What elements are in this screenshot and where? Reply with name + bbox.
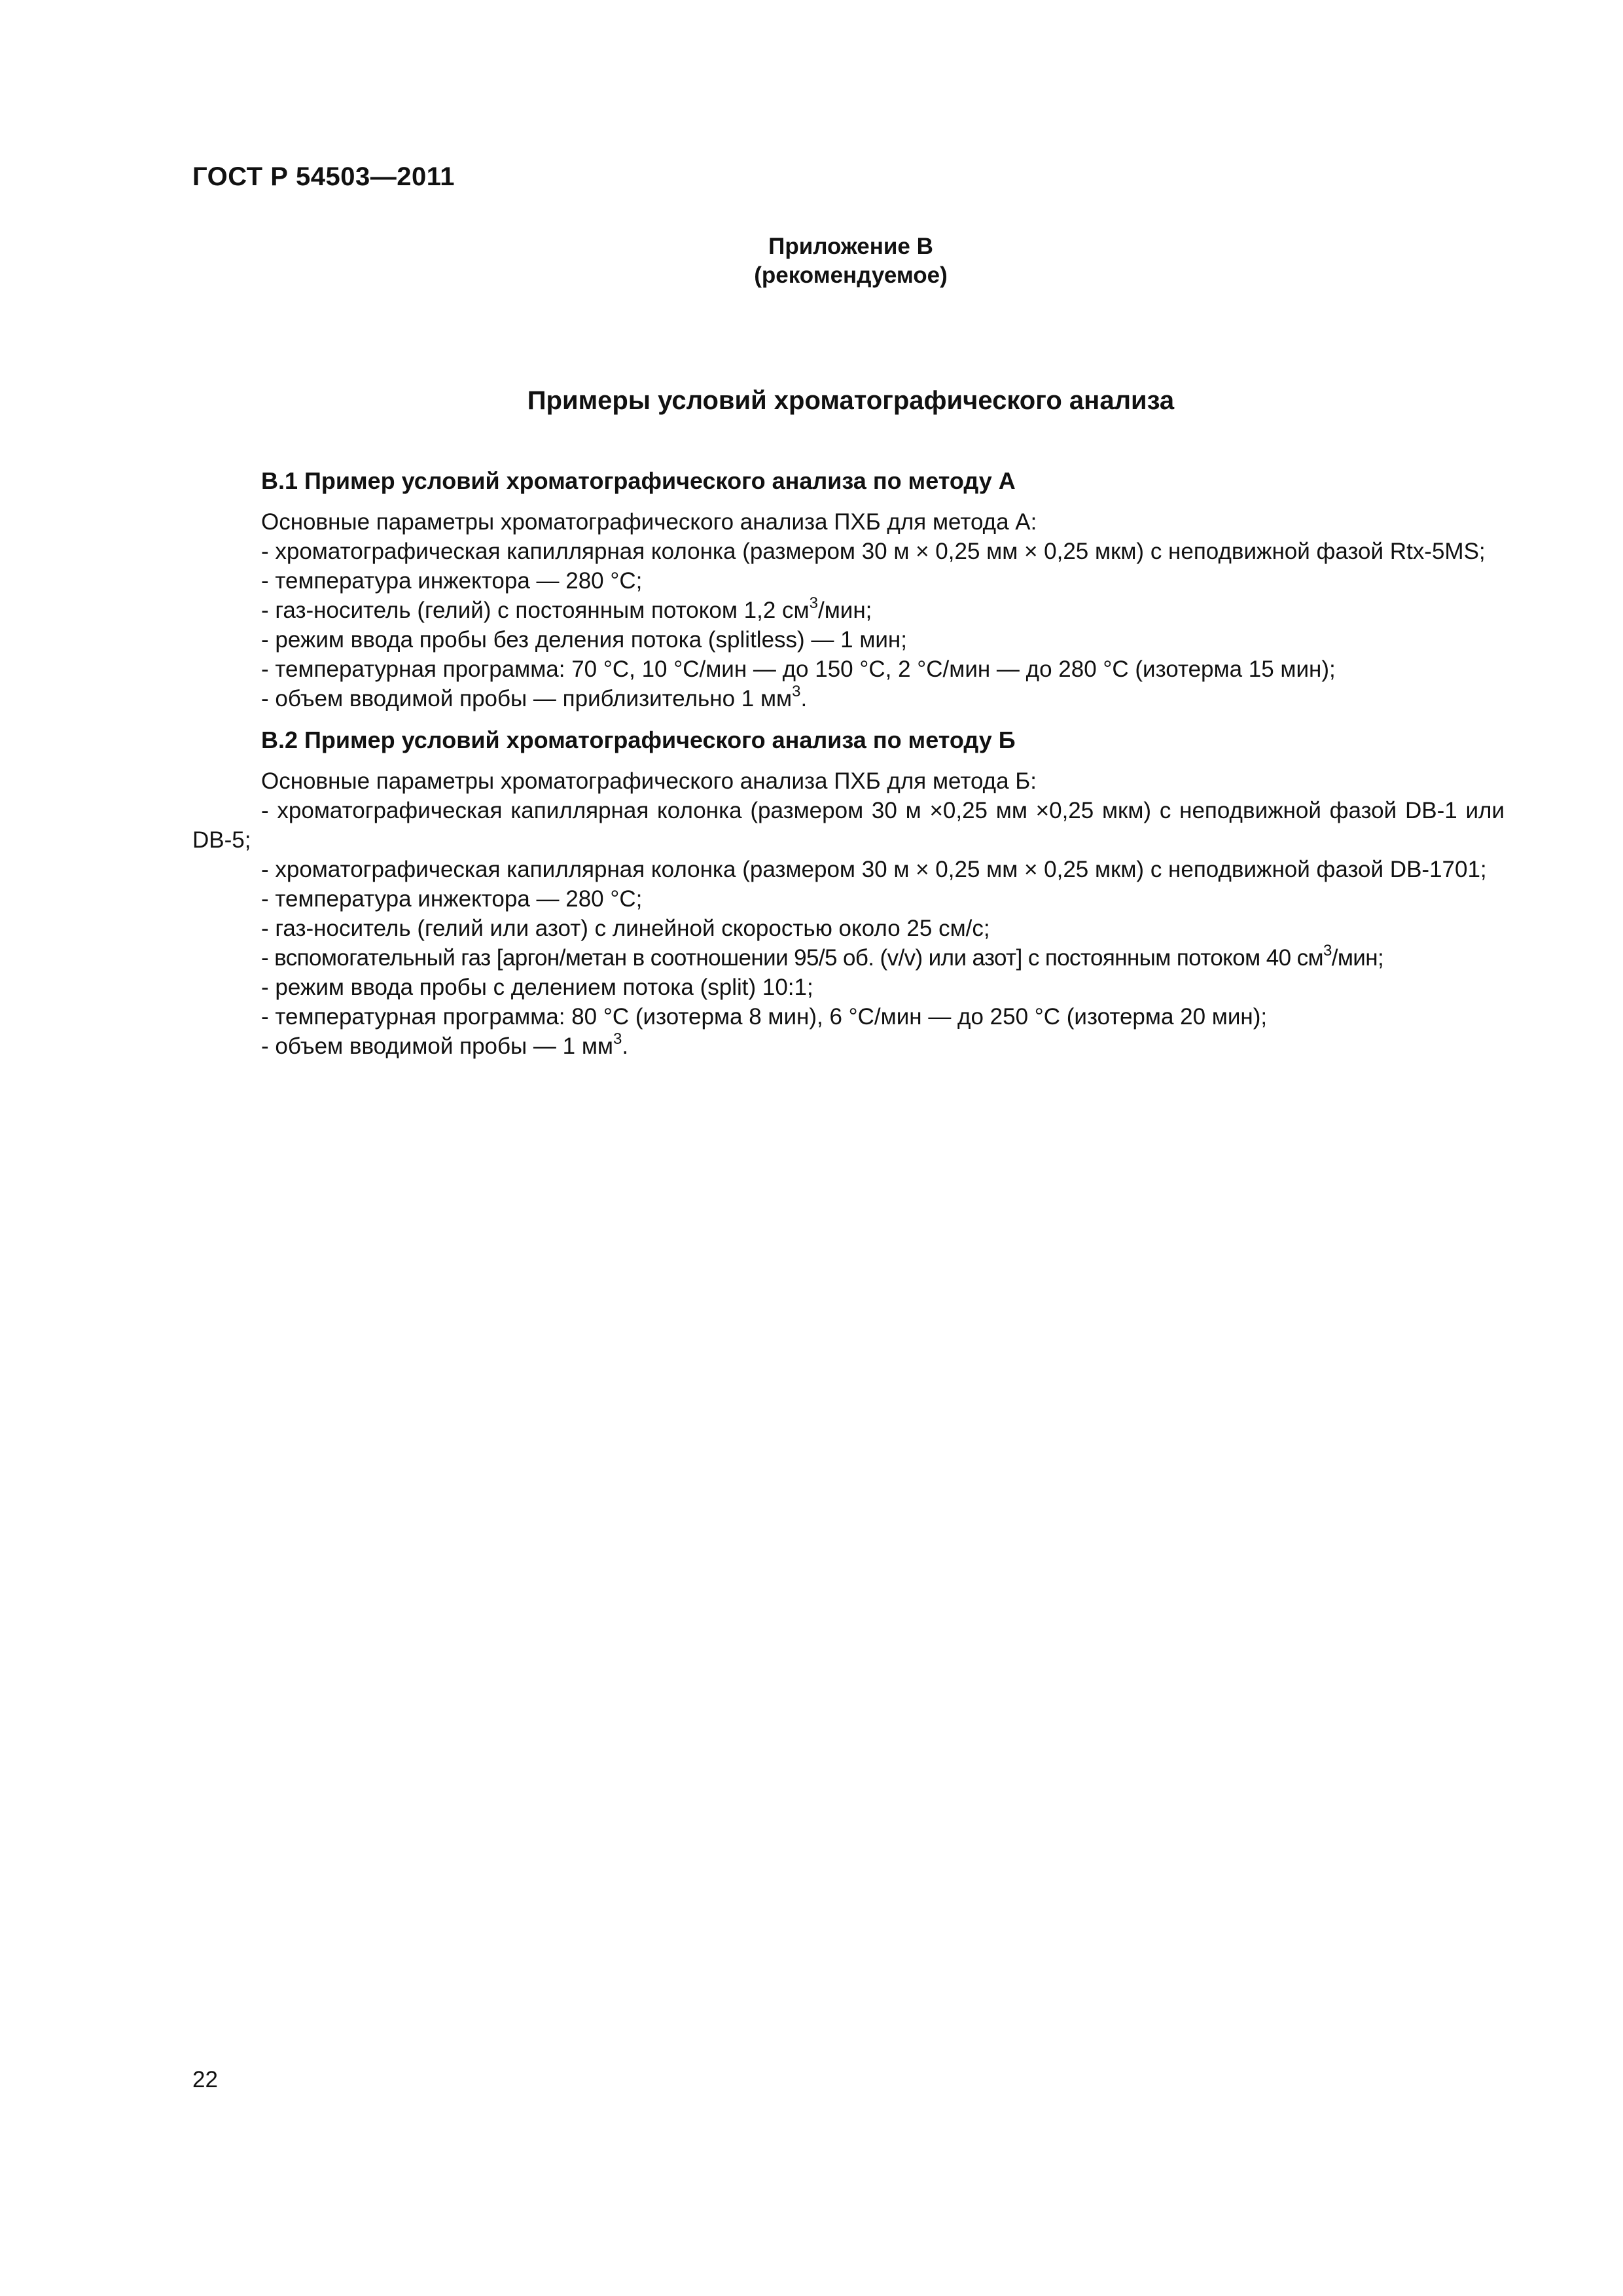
appendix-status: (рекомендуемое) [754, 262, 948, 288]
superscript: 3 [613, 1030, 622, 1049]
item-text: - объем вводимой пробы — 1 мм [261, 1033, 613, 1059]
appendix-label: Приложение В [768, 234, 933, 259]
item-text: - газ-носитель (гелий) с постоянным потоком 1,2 см [261, 598, 810, 623]
section-2-intro: Основные параметры хроматографического анализа ПХБ для метода Б: [261, 768, 1037, 794]
section-1-heading: В.1 Пример условий хроматографического анализа по методу А [261, 467, 1016, 494]
item-text: - объем вводимой пробы — приблизительно 1 мм [261, 686, 793, 711]
section-1-item: - хроматографическая капиллярная колонка (размером 30 м × 0,25 мм × 0,25 мкм) с неподвижной фазой Rtx-5MS; [261, 539, 1486, 564]
section-1-intro: Основные параметры хроматографического анализа ПХБ для метода А: [261, 509, 1037, 535]
document-body [192, 466, 1505, 1061]
section-1-item: - температура инжектора — 280 °С; [261, 568, 643, 594]
item-text: - вспомогательный газ [аргон/метан в соотношении 95/5 об. (v/v) или азот] с постоянным потоком 40 см [261, 945, 1323, 971]
section-2-item [192, 1031, 1505, 1061]
section-2-item: - режим ввода пробы с делением потока (split) 10:1; [261, 975, 813, 1000]
item-text: /мин; [817, 598, 872, 623]
section-1-item: - температурная программа: 70 °С, 10 °С/мин — до 150 °С, 2 °С/мин — до 280 °С (изотерма 15 мин); [261, 656, 1336, 682]
superscript: 3 [809, 594, 818, 613]
page-number: 22 [192, 2067, 218, 2092]
item-text: . [800, 686, 808, 711]
section-1-item [192, 596, 1505, 625]
section-2-item: - температура инжектора — 280 °С; [261, 886, 643, 912]
item-text: /мин; [1331, 945, 1384, 971]
section-1-item: - режим ввода пробы без деления потока (splitless) — 1 мин; [261, 627, 907, 653]
section-2-item: - газ-носитель (гелий или азот) с линейной скоростью около 25 см/с; [261, 916, 990, 941]
section-2-item: - хроматографическая капиллярная колонка (размером 30 м × 0,25 мм × 0,25 мкм) с неподвижной фазой DB-1701; [261, 857, 1487, 882]
section-2-item: - температурная программа: 80 °С (изотерма 8 мин), 6 °С/мин — до 250 °С (изотерма 20 мин); [261, 1004, 1268, 1030]
superscript: 3 [792, 683, 801, 701]
appendix-heading [0, 232, 1623, 290]
page-title: Примеры условий хроматографического анализа [527, 386, 1175, 415]
section-2-item [192, 943, 1505, 973]
document-id-header: ГОСТ Р 54503—2011 [192, 162, 455, 191]
section-2-item: - хроматографическая капиллярная колонка (размером 30 м ×0,25 мм ×0,25 мкм) с неподвижной фазой DB-1 или DB-5; [192, 798, 1505, 853]
item-text: . [622, 1033, 629, 1059]
section-2-heading: В.2 Пример условий хроматографического анализа по методу Б [261, 726, 1016, 753]
section-1-item [192, 684, 1505, 713]
superscript: 3 [1323, 942, 1332, 960]
